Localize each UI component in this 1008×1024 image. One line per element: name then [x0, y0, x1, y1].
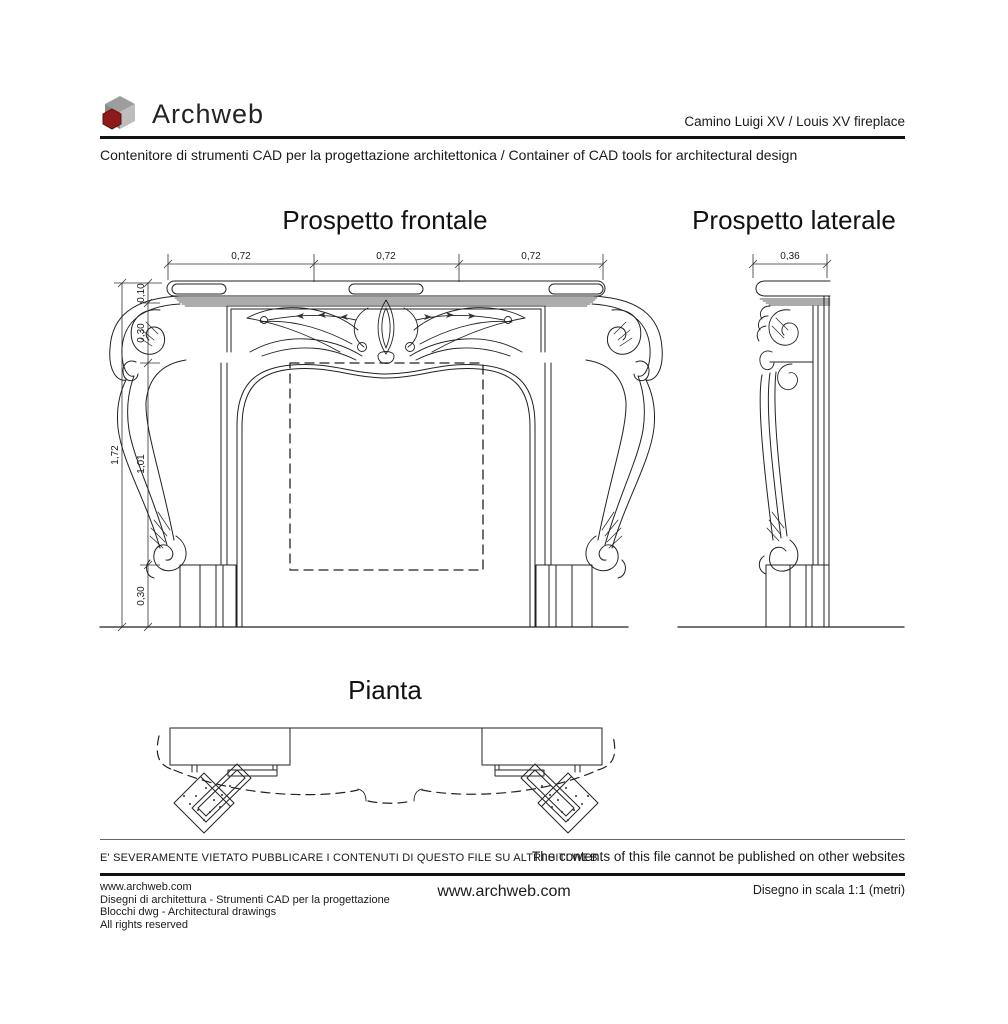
dim-label: 0,72 — [231, 251, 251, 262]
header-rule — [100, 136, 905, 139]
dim-label: 0,30 — [136, 323, 147, 343]
footer-scale-note: Disegno in scala 1:1 (metri) — [752, 883, 905, 897]
side-elevation-title: Prospetto laterale — [692, 205, 896, 235]
plan-shelf-dashed-edge — [157, 736, 614, 803]
disclaimer-italian: E' SEVERAMENTE VIETATO PUBBLICARE I CONTENUTI DI QUESTO FILE SU ALTRI SITI WEB — [100, 852, 598, 864]
front-elevation-title: Prospetto frontale — [282, 205, 488, 235]
dim-label: 0,30 — [136, 586, 147, 606]
plan-drawing — [157, 728, 614, 833]
footer-site-url: www.archweb.com — [100, 881, 192, 893]
disclaimer-bottom-rule — [100, 873, 905, 876]
frieze-panel — [227, 306, 545, 352]
front-elevation-drawing — [100, 281, 662, 627]
dim-label: 0,36 — [780, 251, 800, 262]
archweb-cube-icon — [100, 93, 140, 135]
disclaimer-english: The contents of this file cannot be published on other websites — [532, 849, 905, 864]
footer-line: Blocchi dwg - Architectural drawings — [100, 906, 277, 918]
front-top-dimension-chain — [164, 251, 607, 282]
plan-center-brace — [358, 789, 422, 801]
page-subtitle: Contenitore di strumenti CAD per la progettazione architettonica / Container of CAD tools for architectural design — [100, 147, 798, 163]
footer-rights: All rights reserved — [100, 918, 189, 931]
plan-wall-return — [482, 728, 602, 765]
firebox-opening-edge — [237, 365, 535, 627]
dim-label-total: 1,72 — [110, 445, 121, 465]
side-leg — [759, 372, 829, 627]
cad-drawing — [0, 185, 1008, 840]
shelf-moulding — [175, 298, 597, 306]
frieze-cartouche — [354, 300, 418, 364]
firebox-dashed-outline — [290, 363, 483, 570]
plan-wall-return — [170, 728, 290, 765]
document-title: Camino Luigi XV / Louis XV fireplace — [684, 114, 905, 129]
dim-label: 0,72 — [376, 251, 396, 262]
footer-line: Disegni di architettura - Strumenti CAD per la progettazione — [100, 893, 390, 906]
console-leg — [110, 296, 236, 627]
plan-leg — [174, 764, 277, 833]
dim-label: 0,10 — [136, 283, 147, 303]
side-capital-scrolls — [757, 306, 798, 390]
side-top-dimension — [749, 251, 831, 278]
disclaimer-top-rule — [100, 839, 905, 840]
dim-label: 0,72 — [521, 251, 541, 262]
wall-line — [824, 296, 829, 627]
archweb-logo — [100, 93, 264, 135]
footer-website: www.archweb.com — [437, 883, 571, 900]
plan-title: Pianta — [348, 675, 422, 705]
dim-label: 1,01 — [136, 454, 147, 474]
frieze-spray — [247, 308, 362, 360]
side-shelf — [756, 281, 830, 296]
brand-name: Archweb — [152, 98, 265, 129]
side-elevation-drawing — [678, 281, 904, 627]
